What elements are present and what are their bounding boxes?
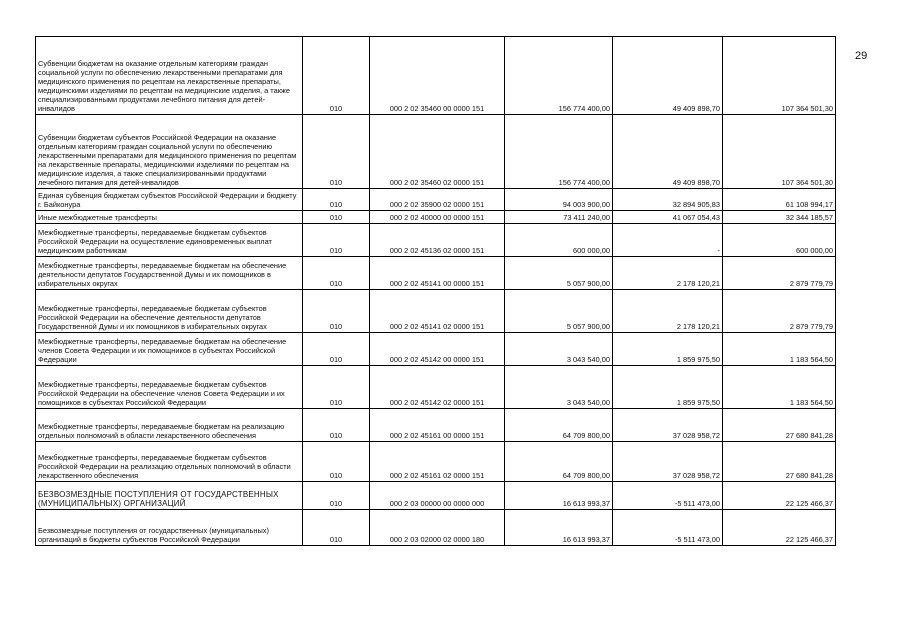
row-remaining: 27 680 841,28 [723,442,836,482]
row-kbk: 000 2 02 40000 00 0000 151 [370,211,505,224]
row-kbk: 000 2 02 45161 02 0000 151 [370,442,505,482]
row-kbk: 000 2 02 45142 00 0000 151 [370,333,505,366]
table-row [36,257,836,290]
row-kbk: 000 2 02 45142 02 0000 151 [370,366,505,409]
row-name: Субвенции бюджетам субъектов Российской Федерации на оказание отдельным категориям граждан социальной услуги по обеспечению лекарственными препаратами для медицинского применения по рецептам на лекарственные препараты, медицинскими изделиями по рецептам на медицинские изделия, а также специализированными продуктами лечебного питания для детей-инвалидов [36,115,303,189]
row-executed: 49 409 898,70 [613,37,723,115]
row-remaining: 1 183 564,50 [723,333,836,366]
row-code: 010 [303,482,370,510]
table-row [36,366,836,409]
table-row [36,442,836,482]
row-kbk: 000 2 02 35460 00 0000 151 [370,37,505,115]
row-executed: 2 178 120,21 [613,290,723,333]
row-name: Безвозмездные поступления от государственных (муниципальных) организаций в бюджеты субъектов Российской Федерации [36,510,303,546]
row-executed: 37 028 958,72 [613,409,723,442]
row-name: Иные межбюджетные трансферты [36,211,303,224]
row-name: Единая субвенция бюджетам субъектов Российской Федерации и бюджету г. Байконура [36,189,303,211]
table-row [36,189,836,211]
row-kbk: 000 2 02 35900 02 0000 151 [370,189,505,211]
row-remaining: 22 125 466,37 [723,510,836,546]
table-row [36,211,836,224]
row-approved: 73 411 240,00 [505,211,613,224]
row-approved: 94 003 900,00 [505,189,613,211]
table-row [36,333,836,366]
row-executed: 32 894 905,83 [613,189,723,211]
row-kbk: 000 2 02 45161 00 0000 151 [370,409,505,442]
row-code: 010 [303,333,370,366]
table-row [36,409,836,442]
row-approved: 3 043 540,00 [505,333,613,366]
row-name: Межбюджетные трансферты, передаваемые бюджетам на реализацию отдельных полномочий в области лекарственного обеспечения [36,409,303,442]
row-kbk: 000 2 03 00000 00 0000 000 [370,482,505,510]
row-name: Субвенции бюджетам на оказание отдельным категориям граждан социальной услуги по обеспечению лекарственными препаратами для медицинского применения по рецептам на лекарственные препараты, медицинскими изделиями по рецептам на медицинские изделия, а также специализированными продуктами лечебного питания для детей-инвалидов [36,37,303,115]
table-row [36,115,836,189]
row-approved: 5 057 900,00 [505,257,613,290]
row-executed: 2 178 120,21 [613,257,723,290]
table-body [36,37,836,546]
row-code: 010 [303,290,370,333]
table-row [36,510,836,546]
row-name: БЕЗВОЗМЕЗДНЫЕ ПОСТУПЛЕНИЯ ОТ ГОСУДАРСТВЕННЫХ (МУНИЦИПАЛЬНЫХ) ОРГАНИЗАЦИЙ [36,482,303,510]
row-kbk: 000 2 02 45141 00 0000 151 [370,257,505,290]
row-remaining: 2 879 779,79 [723,257,836,290]
row-name: Межбюджетные трансферты, передаваемые бюджетам на обеспечение деятельности депутатов Государственной Думы и их помощников в избирательных округах [36,257,303,290]
row-executed: - [613,224,723,257]
row-code: 010 [303,115,370,189]
table-row [36,224,836,257]
row-remaining: 600 000,00 [723,224,836,257]
row-code: 010 [303,366,370,409]
row-code: 010 [303,189,370,211]
row-executed: 1 859 975,50 [613,333,723,366]
row-kbk: 000 2 02 35460 02 0000 151 [370,115,505,189]
row-approved: 156 774 400,00 [505,37,613,115]
row-name: Межбюджетные трансферты, передаваемые бюджетам субъектов Российской Федерации на осуществление единовременных выплат медицинским работникам [36,224,303,257]
row-approved: 64 709 800,00 [505,409,613,442]
row-kbk: 000 2 02 45136 02 0000 151 [370,224,505,257]
row-kbk: 000 2 03 02000 02 0000 180 [370,510,505,546]
row-code: 010 [303,211,370,224]
row-name: Межбюджетные трансферты, передаваемые бюджетам субъектов Российской Федерации на обеспечение членов Совета Федерации и их помощников в субъектах Российской Федерации [36,366,303,409]
row-executed: 49 409 898,70 [613,115,723,189]
row-remaining: 2 879 779,79 [723,290,836,333]
row-code: 010 [303,442,370,482]
row-name: Межбюджетные трансферты, передаваемые бюджетам субъектов Российской Федерации на реализацию отдельных полномочий в области лекарственного обеспечения [36,442,303,482]
row-approved: 600 000,00 [505,224,613,257]
table-row [36,482,836,510]
row-approved: 64 709 800,00 [505,442,613,482]
row-executed: -5 511 473,00 [613,482,723,510]
row-remaining: 32 344 185,57 [723,211,836,224]
row-approved: 5 057 900,00 [505,290,613,333]
row-executed: 41 067 054,43 [613,211,723,224]
row-approved: 16 613 993,37 [505,510,613,546]
budget-income-table [35,36,836,546]
row-executed: -5 511 473,00 [613,510,723,546]
row-name: Межбюджетные трансферты, передаваемые бюджетам на обеспечение членов Совета Федерации и их помощников в субъектах Российской Федерации [36,333,303,366]
page-number: 29 [855,50,868,62]
row-code: 010 [303,37,370,115]
row-name: Межбюджетные трансферты, передаваемые бюджетам субъектов Российской Федерации на обеспечение деятельности депутатов Государственной Думы и их помощников в избирательных округах [36,290,303,333]
table-row [36,37,836,115]
row-remaining: 107 364 501,30 [723,115,836,189]
row-remaining: 27 680 841,28 [723,409,836,442]
row-remaining: 61 108 994,17 [723,189,836,211]
row-executed: 37 028 958,72 [613,442,723,482]
row-remaining: 107 364 501,30 [723,37,836,115]
row-approved: 156 774 400,00 [505,115,613,189]
row-executed: 1 859 975,50 [613,366,723,409]
row-remaining: 22 125 466,37 [723,482,836,510]
row-code: 010 [303,510,370,546]
row-kbk: 000 2 02 45141 02 0000 151 [370,290,505,333]
row-approved: 16 613 993,37 [505,482,613,510]
row-code: 010 [303,257,370,290]
row-approved: 3 043 540,00 [505,366,613,409]
table-row [36,290,836,333]
row-code: 010 [303,224,370,257]
row-code: 010 [303,409,370,442]
row-remaining: 1 183 564,50 [723,366,836,409]
